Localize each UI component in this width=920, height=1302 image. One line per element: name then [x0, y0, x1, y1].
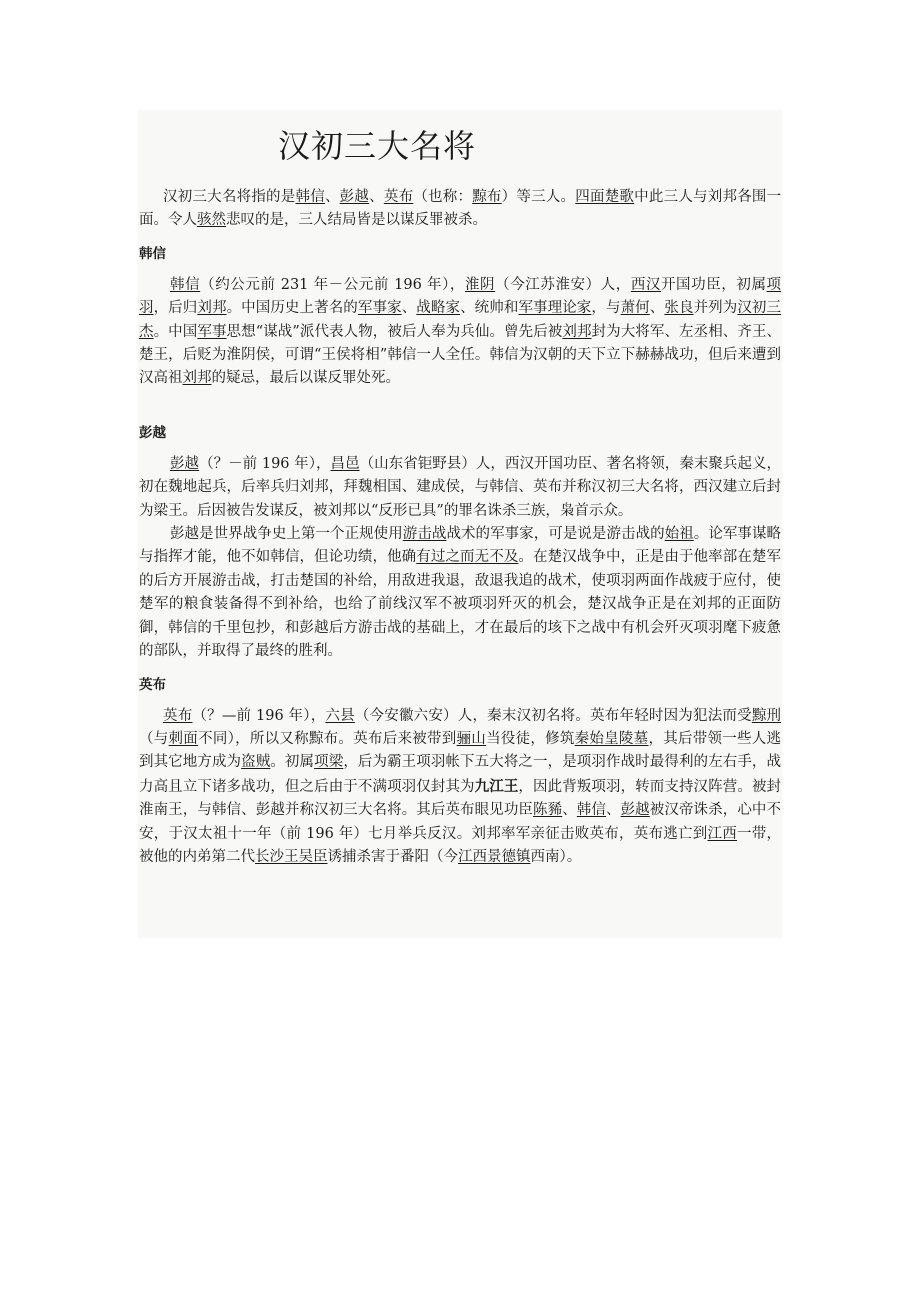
- text-run: 、: [369, 189, 384, 205]
- text-run: 、: [401, 300, 417, 317]
- text-run: 。在楚汉战争中，正是由于他率部在楚军的后方开展游击战，打击楚国的补给，用敌进我退，敌退我追的战术，使项羽两面作战疲于应付，使楚军的粮食装备得不到补给，也给了前线汉军不被项羽歼灭的机会，楚汉战争正是在刘邦的正面防御，韩信的千里包抄，和彭越后方游击战的基础上，才在最后的垓下之战中有机会歼灭项羽麾下疲惫的部队，并取得了最终的胜利。: [139, 549, 782, 660]
- inline-link[interactable]: 有过之而无不及: [416, 549, 519, 566]
- inline-link[interactable]: 战略家: [416, 300, 461, 317]
- text-run: 封为大将军、左丞相、齐王、楚王，后贬为淮阴侯，可谓“王侯将相”韩信一人全任。韩信为汉朝的天下立下赫赫战功，但后来遭到汉高祖: [139, 323, 782, 387]
- text-run: 。中国历史上著名的: [226, 300, 358, 317]
- inline-link[interactable]: 项梁: [314, 754, 344, 771]
- inline-link[interactable]: 秦始皇陵墓: [574, 730, 649, 747]
- section-paragraph-pengyue-2: [139, 523, 781, 663]
- inline-link[interactable]: 骊山: [456, 730, 487, 747]
- inline-link[interactable]: 长沙王吴臣: [255, 848, 328, 865]
- text-run: 战术的军事家，可是说是游击战的: [446, 526, 665, 543]
- inline-link[interactable]: 韩信: [576, 802, 606, 819]
- section-paragraph-yingbu: [139, 705, 781, 870]
- inline-link[interactable]: 刘邦: [182, 370, 212, 387]
- inline-link[interactable]: 盗贼: [241, 754, 271, 771]
- inline-link[interactable]: 淮阴: [464, 276, 496, 293]
- inline-link[interactable]: 军事理论家: [518, 300, 592, 317]
- inline-link[interactable]: 黥刑: [751, 707, 782, 724]
- text-run: 并列为: [693, 300, 738, 317]
- text-run: 不同），所以又称黥布。英布后来被带到: [198, 730, 457, 747]
- section-paragraph-pengyue-1: [139, 453, 781, 523]
- text-run: ，与: [591, 300, 621, 317]
- text-run: ，后为霸王项羽帐下五大将之一，是项羽作战时最得利的左右手，战力高且立下诸多战功，但之后由于不满项羽仅封其为: [139, 754, 782, 795]
- text-run: 彭越是世界战争史上第一个正规使用: [170, 526, 403, 543]
- inline-link[interactable]: 江西: [707, 825, 737, 842]
- inline-link[interactable]: 英布: [383, 189, 414, 205]
- text-run: 西南）。: [530, 848, 582, 865]
- inline-link[interactable]: 刺面: [168, 730, 199, 747]
- text-run: 、统帅和: [460, 300, 519, 317]
- inline-link[interactable]: 始祖: [664, 526, 694, 543]
- text-run: （山东省钜野县）人，西汉开国功臣、著名将领，秦末聚兵起义，初在魏地起兵，后率兵归刘邦，拜魏相国、建成侯，与韩信、英布并称汉初三大名将，西汉建立后封为梁王。后因被告发谋反，被刘邦以“反形已具”的罪名诛杀三族，枭首示众。: [139, 455, 782, 519]
- inline-link[interactable]: 项羽: [139, 276, 782, 317]
- document-page: [138, 110, 782, 938]
- inline-link[interactable]: 韩信: [295, 189, 325, 205]
- text-run: 、: [649, 300, 665, 317]
- inline-link[interactable]: 韩信: [170, 276, 201, 293]
- inline-link[interactable]: 彭越: [170, 455, 200, 472]
- document-body: [139, 186, 781, 869]
- section-heading-hanxin: 韩信: [139, 245, 166, 262]
- text-run: 一带，被他的内弟第二代: [139, 825, 782, 865]
- text-run: （与: [139, 730, 169, 747]
- text-run: 、: [324, 189, 340, 205]
- inline-link[interactable]: 西汉: [630, 276, 661, 293]
- inline-link[interactable]: 彭越: [339, 189, 370, 205]
- text-run: 中此三人与刘邦各围一面。令人: [139, 189, 782, 229]
- inline-link[interactable]: 军事家: [357, 300, 402, 317]
- text-run: 诱捕杀害于番阳（今: [327, 848, 458, 865]
- text-run: （约公元前 231 年－公元前 196 年），: [200, 276, 465, 293]
- text-run: 悲叹的是，三人结局皆是以谋反罪被杀。: [226, 212, 487, 229]
- intro-paragraph: [139, 186, 781, 233]
- text-run: ）等三人。: [501, 189, 576, 205]
- inline-link[interactable]: 四面楚歌: [575, 189, 635, 205]
- inline-link[interactable]: 刘邦: [562, 323, 592, 340]
- section-paragraph-hanxin: [139, 274, 781, 391]
- inline-link[interactable]: 游击战: [402, 526, 447, 543]
- inline-link[interactable]: 骇然: [197, 212, 226, 229]
- inline-link[interactable]: 陈豨: [533, 802, 563, 819]
- inline-link[interactable]: 六县: [325, 707, 355, 724]
- text-run: 的疑忌，最后以谋反罪处死。: [211, 370, 400, 387]
- inline-link[interactable]: 萧何: [620, 300, 650, 317]
- section-heading-yingbu: 英布: [139, 676, 166, 693]
- text-run: （也称：: [413, 189, 473, 205]
- inline-link[interactable]: 英布: [163, 707, 193, 724]
- text-run: （？—前 196 年），: [192, 707, 326, 724]
- inline-link[interactable]: 军事: [197, 323, 227, 340]
- inline-link[interactable]: 江西景德镇: [458, 848, 531, 865]
- text-run: 当役徒，修筑: [486, 730, 575, 747]
- text-run: ，后归: [153, 300, 198, 317]
- inline-link[interactable]: 黥布: [472, 189, 502, 205]
- text-run: 。中国: [153, 323, 198, 340]
- inline-link[interactable]: 刘邦: [197, 300, 227, 317]
- document-title: 汉初三大名将: [278, 127, 477, 165]
- text-run: 汉初三大名将指的是: [163, 189, 296, 205]
- inline-link[interactable]: 张良: [664, 300, 694, 317]
- text-run: 。初属: [270, 754, 315, 771]
- bold-text: 九江王: [474, 777, 519, 795]
- text-run: 、: [605, 802, 621, 819]
- inline-link[interactable]: 彭越: [620, 802, 650, 819]
- text-run: ，因此背叛项羽，转而支持汉阵营。被封淮南王，与韩信、彭越并称汉初三大名将。其后英布眼见功臣: [139, 778, 782, 819]
- text-run: 被汉帝诛杀，心中不安，于汉太祖十一年（前 196 年）七月举兵反汉。刘邦率军亲征击败英布，英布逃亡到: [139, 802, 782, 842]
- text-run: 开国功臣，初属: [660, 276, 767, 293]
- text-run: 。论军事谋略与指挥才能，他不如韩信，但论功绩，他确: [139, 526, 782, 566]
- section-heading-pengyue: 彭越: [139, 424, 166, 441]
- text-run: （？－前 196 年），: [199, 455, 331, 472]
- text-run: ，其后带领一些人逃到其它地方成为: [139, 730, 782, 771]
- text-run: （今安徽六安）人，秦末汉初名将。英布年轻时因为犯法而受: [354, 707, 752, 724]
- text-run: 思想“谋战”派代表人物，被后人奉为兵仙。曾先后被: [226, 323, 563, 340]
- text-run: （今江苏淮安）人，: [495, 276, 631, 293]
- inline-link[interactable]: 汉初三杰: [139, 300, 782, 340]
- text-run: 、: [562, 802, 577, 819]
- inline-link[interactable]: 昌邑: [330, 455, 360, 472]
